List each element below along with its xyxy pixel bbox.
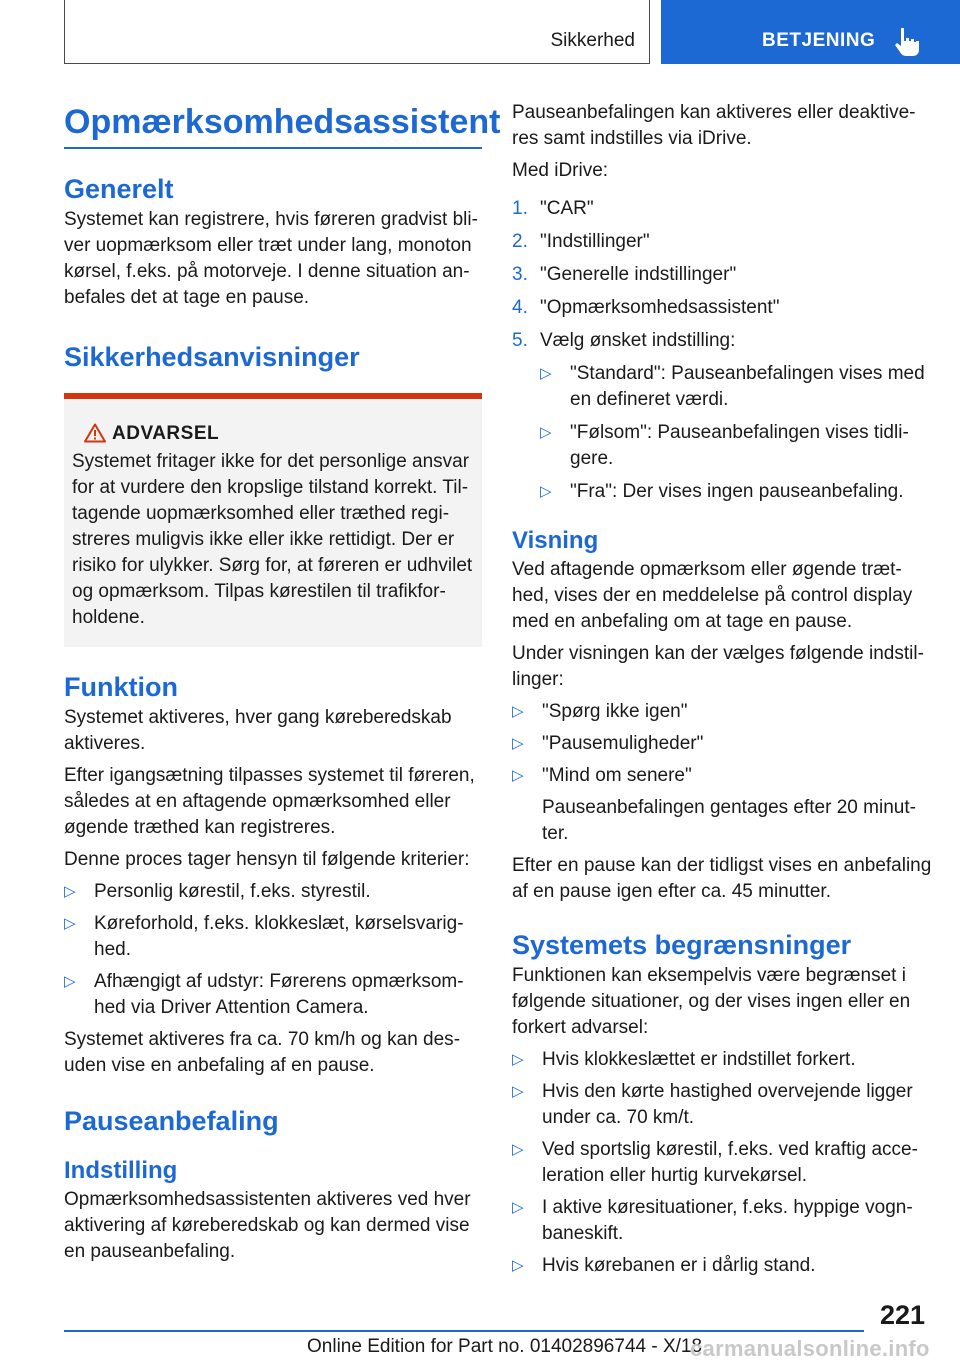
warning-title-row (74, 421, 474, 447)
list-item: ▷ "Mind om senere" (512, 763, 932, 789)
visning-sub-text: Pauseanbefalingen gentages efter 20 minutter. (542, 797, 916, 844)
idrive-intro-text: Med iDrive: (512, 160, 609, 181)
title-rule (64, 147, 482, 149)
heading-systemets-begraensninger: Systemets begrænsninger (512, 930, 852, 960)
heading-sikkerhedsanvisninger: Sikkerhedsanvisninger (64, 342, 360, 372)
list-item: ▷ Hvis kørebanen er i dårlig stand. (512, 1253, 932, 1279)
list-item: ▷ "Spørg ikke igen" (512, 699, 932, 725)
funktion-bullet-list (64, 879, 482, 1021)
header-chapter-label: BETJENING (762, 30, 876, 51)
funktion-text-3: Denne proces tager hensyn til følgende kriterier: (64, 849, 470, 870)
triangle-bullet-icon: ▷ (512, 1051, 524, 1068)
heading-pauseanbefaling: Pauseanbefaling (64, 1106, 279, 1136)
list-item: ▷ Afhængigt af udstyr: Førerens opmærksomhed via Driver Attention Camera. (64, 971, 464, 1018)
triangle-bullet-icon: ▷ (64, 883, 76, 900)
funktion-text-4: Systemet aktiveres fra ca. 70 km/h og kan desuden vise en anbefaling af en pause. (64, 1029, 461, 1076)
generelt-text: Systemet kan registrere, hvis føreren gradvist bliver uopmærksom eller træt under lang, monoton kørsel, f.eks. på motorveje. I denne situation anbefales det at tage en pause. (64, 209, 478, 308)
funktion-text-2: Efter igangsætning tilpasses systemet til føreren, således at en aftagende opmærksomhed eller øgende træthed kan registreres. (64, 765, 475, 838)
triangle-bullet-icon: ▷ (512, 1083, 524, 1100)
heading-visning: Visning (512, 527, 599, 554)
begraensninger-bullet-list (512, 1047, 932, 1279)
watermark: carmanualsonline.info (690, 1336, 930, 1361)
heading-indstilling: Indstilling (64, 1157, 178, 1184)
triangle-bullet-icon: ▷ (512, 1257, 524, 1274)
warning-triangle-icon (84, 423, 106, 443)
footer-edition: Online Edition for Part no. 01402896744 - X/18 (307, 1336, 703, 1357)
list-item: ▷ Personlig kørestil, f.eks. styrestil. (64, 879, 482, 905)
triangle-bullet-icon: ▷ (540, 365, 552, 382)
list-item: ▷ "Pausemuligheder" (512, 731, 932, 757)
triangle-bullet-icon: ▷ (540, 424, 552, 441)
list-item: 5. Vælg ønsket indstilling: (512, 330, 736, 351)
warning-box (64, 393, 482, 647)
begraensninger-text: Funktionen kan eksempelvis være begrænset i følgende situationer, og der vises ingen eller en forkert advarsel: (512, 965, 911, 1038)
heading-funktion: Funktion (64, 672, 178, 702)
list-item: 3. "Generelle indstillinger" (512, 264, 737, 285)
triangle-bullet-icon: ▷ (64, 973, 76, 990)
triangle-bullet-icon: ▷ (512, 1141, 524, 1158)
list-item: ▷ Hvis klokkeslættet er indstillet forkert. (512, 1047, 932, 1073)
right-column (512, 100, 932, 1279)
list-item: 4. "Opmærksomhedsassistent" (512, 297, 780, 318)
visning-text-2: Under visningen kan der vælges følgende indstillinger: (512, 643, 924, 690)
list-item: ▷ Hvis den kørte hastighed overvejende ligger under ca. 70 km/t. (512, 1081, 913, 1128)
triangle-bullet-icon: ▷ (512, 703, 524, 720)
visning-bullet-list (512, 699, 932, 789)
list-item: 1. "CAR" (512, 198, 594, 219)
list-item: ▷ I aktive køresituationer, f.eks. hyppige vognbaneskift. (512, 1197, 913, 1244)
list-item: ▷ "Følsom": Pauseanbefalingen vises tidligere. (540, 422, 909, 469)
warning-title: ADVARSEL (112, 423, 220, 444)
indstilling-text: Opmærksomhedsassistenten aktiveres ved hver aktivering af køreberedskab og kan dermed vise en pauseanbefaling. (64, 1189, 471, 1262)
left-column (64, 100, 501, 1265)
list-item: ▷ Ved sportslig kørestil, f.eks. ved kraftig acceleration eller hurtig kurvekørsel. (512, 1139, 918, 1186)
triangle-bullet-icon: ▷ (512, 767, 524, 784)
header-chapter-tab (661, 0, 960, 64)
triangle-bullet-icon: ▷ (540, 483, 552, 500)
list-item: 2. "Indstillinger" (512, 231, 650, 252)
page-number: 221 (880, 1300, 926, 1330)
heading-generelt: Generelt (64, 174, 174, 204)
visning-text-3: Efter en pause kan der tidligst vises en anbefaling af en pause igen efter ca. 45 minutter. (512, 855, 932, 902)
settings-options-list (512, 361, 932, 505)
list-item: ▷ "Fra": Der vises ingen pauseanbefaling. (540, 479, 932, 505)
pointing-hand-icon (895, 26, 921, 56)
list-item: ▷ Køreforhold, f.eks. klokkeslæt, kørselsvarighed. (64, 913, 464, 960)
triangle-bullet-icon: ▷ (64, 915, 76, 932)
funktion-text-1: Systemet aktiveres, hver gang køreberedskab aktiveres. (64, 707, 452, 754)
list-item: ▷ "Standard": Pauseanbefalingen vises med en defineret værdi. (540, 363, 925, 410)
triangle-bullet-icon: ▷ (512, 735, 524, 752)
triangle-bullet-icon: ▷ (512, 1199, 524, 1216)
footer-rule (64, 1330, 864, 1332)
visning-text-1: Ved aftagende opmærksom eller øgende træthed, vises der en meddelelse på control display med en anbefaling om at tage en pause. (512, 559, 913, 632)
header-section-tab (64, 0, 650, 64)
pause-intro-text: Pauseanbefalingen kan aktiveres eller deaktiveres samt indstilles via iDrive. (512, 102, 916, 149)
header-section-label: Sikkerhed (550, 30, 635, 51)
warning-text: Systemet fritager ikke for det personlige ansvar for at vurdere den kropslige tilstand korrekt. Tiltagende uopmærksomhed eller træthed registreres muligvis ikke eller ikke rettidigt. Der er risiko for ulykker. Sørg for, at føreren er udhvilet og opmærksom. Tilpas kørestilen til trafikforholdene. (72, 451, 473, 628)
page-title: Opmærksomhedsassistent (64, 103, 501, 141)
idrive-steps-list (512, 196, 932, 354)
